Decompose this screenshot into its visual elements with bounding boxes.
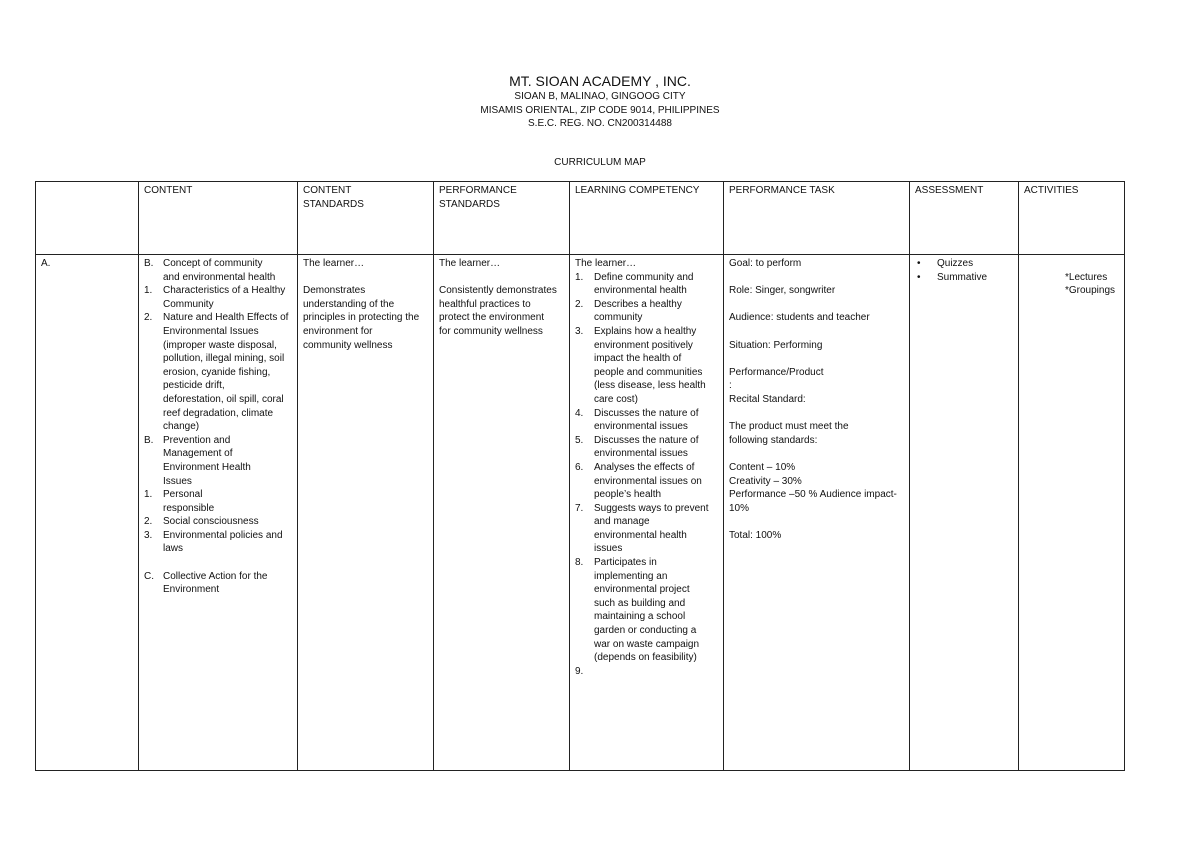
activities-cell: [1019, 255, 1125, 771]
list-item-line: [594, 665, 718, 679]
competency-item: [575, 325, 718, 407]
competency-item: [575, 407, 718, 434]
content-standards-line: community wellness: [303, 339, 393, 351]
competency-item: [575, 461, 718, 502]
list-item-line: responsible: [163, 502, 215, 514]
performance-task-cell: [724, 255, 910, 771]
school-name: MT. SIOAN ACADEMY , INC.: [509, 73, 691, 89]
header-learning-competency: [570, 182, 724, 255]
activity-item: *Lectures: [1065, 271, 1108, 283]
assessment-list: [915, 257, 1013, 284]
list-marker: 2.: [575, 298, 584, 310]
performance-task-line: Creativity – 30%: [729, 475, 802, 487]
content-item: [144, 284, 292, 311]
learning-competency-list: [575, 271, 718, 679]
performance-standards-line: for community wellness: [439, 325, 543, 337]
header-performance-task: [724, 182, 910, 255]
table-row: [36, 255, 1125, 771]
school-address-line-1: SIOAN B, MALINAO, GINGOOG CITY: [514, 91, 686, 102]
header-activities: [1019, 182, 1125, 255]
bullet-icon: •: [917, 258, 921, 269]
content-standards-line: understanding of the: [303, 298, 395, 310]
list-item-line: [163, 556, 292, 570]
list-marker: 3.: [575, 325, 584, 337]
list-item-line: reef degradation, climate: [163, 407, 274, 419]
performance-task-line: [729, 515, 904, 529]
performance-task-line: [729, 325, 904, 339]
performance-task-line: [729, 447, 904, 461]
list-item-line: people and communities: [594, 366, 703, 378]
performance-task-line: Total: 100%: [729, 529, 782, 541]
performance-task-text: [729, 257, 904, 542]
list-marker: C.: [144, 570, 154, 582]
assessment-cell: [910, 255, 1019, 771]
list-item-line: Social consciousness: [163, 516, 259, 528]
performance-task-line: [729, 298, 904, 312]
curriculum-map-title: CURRICULUM MAP: [554, 157, 646, 168]
list-item-line: Environment Health: [163, 461, 251, 473]
list-item-line: care cost): [594, 393, 638, 405]
list-item-line: erosion, cyanide fishing,: [163, 366, 271, 378]
list-item-line: Collective Action for the: [163, 570, 268, 582]
header-performance-standards: [434, 182, 570, 255]
activities-list: [1065, 257, 1119, 298]
list-item-line: Explains how a healthy: [594, 325, 697, 337]
document-header: [0, 72, 1200, 131]
list-marker: 7.: [575, 502, 584, 514]
list-marker: 9.: [575, 665, 584, 677]
list-item-line: environmental issues: [594, 448, 688, 460]
learning-competency-cell: [570, 255, 724, 771]
activity-item: *Groupings: [1065, 285, 1116, 297]
list-marker: 4.: [575, 407, 584, 419]
header-learning-competency-label: LEARNING COMPETENCY: [575, 185, 700, 196]
list-item-line: Community: [163, 298, 214, 310]
header-performance-standards-line-1: PERFORMANCE: [439, 185, 517, 196]
header-activities-label: ACTIVITIES: [1024, 185, 1079, 196]
list-item-line: Environmental Issues: [163, 325, 259, 337]
competency-item: [575, 665, 718, 679]
list-marker: B.: [144, 258, 154, 269]
assessment-item-label: Summative: [937, 271, 988, 283]
list-item-line: people’s health: [594, 489, 662, 501]
performance-task-line: Content – 10%: [729, 461, 796, 473]
list-item-line: garden or conducting a: [594, 625, 697, 637]
content-standards-line: principles in protecting the: [303, 312, 420, 324]
list-marker: 3.: [144, 529, 153, 541]
list-item-line: Participates in: [594, 557, 657, 569]
performance-task-line: Performance –50 % Audience impact-: [729, 489, 897, 501]
list-item-line: maintaining a school: [594, 611, 686, 623]
content-standards-cell: [298, 255, 434, 771]
list-marker: 2.: [144, 516, 153, 528]
performance-task-line: Goal: to perform: [729, 258, 802, 269]
performance-task-line: The product must meet the: [729, 421, 849, 433]
content-item: [144, 556, 292, 570]
list-item-line: environmental health: [594, 285, 687, 297]
list-item-line: such as building and: [594, 597, 686, 609]
list-item-line: environmental health: [594, 529, 687, 541]
row-label-cell: [36, 255, 139, 771]
header-performance-standards-line-2: STANDARDS: [439, 198, 500, 210]
performance-task-line: Performance/Product: [729, 366, 824, 378]
list-item-line: issues: [594, 543, 623, 555]
performance-standards-line: Consistently demonstrates: [439, 285, 557, 297]
list-item-line: Environment: [163, 584, 220, 596]
list-item-line: laws: [163, 543, 184, 555]
performance-task-line: Audience: students and teacher: [729, 312, 870, 324]
performance-task-line: following standards:: [729, 434, 818, 446]
list-marker: 1.: [144, 489, 153, 501]
list-item-line: Suggests ways to prevent: [594, 502, 709, 514]
content-list: [144, 257, 292, 597]
content-cell: [139, 255, 298, 771]
list-item-line: community: [594, 312, 643, 324]
header-content-standards: [298, 182, 434, 255]
content-item: [144, 529, 292, 556]
competency-item: [575, 271, 718, 298]
competency-item: [575, 434, 718, 461]
header-content-label: CONTENT: [144, 185, 193, 196]
assessment-item: [915, 271, 1013, 285]
list-item-line: environmental issues on: [594, 475, 702, 487]
performance-standards-intro: The learner…: [439, 258, 501, 269]
performance-task-line: Situation: Performing: [729, 339, 823, 351]
list-item-line: environmental issues: [594, 421, 688, 433]
list-marker: 1.: [144, 285, 153, 297]
header-content-standards-line-1: CONTENT: [303, 185, 352, 196]
header-performance-task-label: PERFORMANCE TASK: [729, 185, 835, 196]
list-item-line: pesticide drift,: [163, 380, 225, 392]
performance-standards-text: [439, 284, 564, 338]
performance-standards-cell: [434, 255, 570, 771]
list-item-line: Management of: [163, 448, 233, 460]
list-item-line: Analyses the effects of: [594, 461, 695, 473]
list-item-line: implementing an: [594, 570, 668, 582]
performance-standards-line: healthful practices to: [439, 298, 531, 310]
list-item-line: pollution, illegal mining, soil: [163, 353, 285, 365]
content-item: [144, 257, 292, 284]
content-item: [144, 311, 292, 433]
header-content-standards-line-2: STANDARDS: [303, 198, 364, 210]
performance-task-line: :: [729, 380, 732, 392]
list-item-line: environment positively: [594, 339, 693, 351]
list-item-line: Discusses the nature of: [594, 434, 699, 446]
header-assessment: [910, 182, 1019, 255]
competency-item: [575, 502, 718, 556]
header-content: [139, 182, 298, 255]
learning-competency-intro: The learner…: [575, 258, 637, 269]
list-item-line: Prevention and: [163, 434, 231, 446]
row-label: A.: [41, 258, 51, 269]
list-item-line: Concept of community: [163, 258, 263, 269]
content-item: [144, 488, 292, 515]
list-item-line: environmental project: [594, 584, 690, 596]
content-item: [144, 570, 292, 597]
list-item-line: (less disease, less health: [594, 380, 706, 392]
list-item-line: impact the health of: [594, 353, 682, 365]
competency-item: [575, 556, 718, 665]
content-standards-intro: The learner…: [303, 258, 365, 269]
content-standards-line: environment for: [303, 325, 373, 337]
curriculum-map-table: [35, 181, 1125, 771]
performance-task-line: [729, 271, 904, 285]
list-item-line: Issues: [163, 475, 192, 487]
list-item-line: Characteristics of a Healthy: [163, 285, 286, 297]
list-marker: B.: [144, 434, 154, 446]
performance-task-line: 10%: [729, 502, 750, 514]
header-assessment-label: ASSESSMENT: [915, 185, 984, 196]
list-marker: 5.: [575, 434, 584, 446]
list-item-line: Discusses the nature of: [594, 407, 699, 419]
content-standards-text: [303, 284, 428, 352]
list-item-line: deforestation, oil spill, coral: [163, 393, 284, 405]
competency-item: [575, 298, 718, 325]
list-item-line: Define community and: [594, 271, 694, 283]
performance-task-line: [729, 407, 904, 421]
assessment-item: [915, 257, 1013, 271]
activity-item: [1065, 257, 1119, 271]
performance-task-line: [729, 352, 904, 366]
assessment-item-label: Quizzes: [937, 258, 974, 269]
list-item-line: and manage: [594, 516, 650, 528]
list-item-line: Describes a healthy: [594, 298, 682, 310]
list-item-line: (improper waste disposal,: [163, 339, 277, 351]
list-marker: 1.: [575, 271, 584, 283]
school-address-line-2: MISAMIS ORIENTAL, ZIP CODE 9014, PHILIPPINES: [480, 104, 720, 116]
list-item-line: and environmental health: [163, 271, 276, 283]
list-marker: 8.: [575, 557, 584, 569]
header-cell-blank: [36, 182, 139, 255]
content-item: [144, 515, 292, 529]
list-item-line: war on waste campaign: [594, 638, 700, 650]
list-item-line: Environmental policies and: [163, 529, 283, 541]
list-marker: 2.: [144, 312, 153, 324]
list-item-line: Personal: [163, 489, 203, 501]
bullet-icon: •: [917, 271, 921, 283]
performance-task-line: Role: Singer, songwriter: [729, 285, 836, 297]
content-item: [144, 434, 292, 488]
list-item-line: Nature and Health Effects of: [163, 312, 289, 324]
list-item-line: change): [163, 421, 200, 433]
performance-standards-line: protect the environment: [439, 312, 545, 324]
performance-task-line: Recital Standard:: [729, 393, 806, 405]
list-item-line: (depends on feasibility): [594, 652, 697, 664]
table-header-row: [36, 182, 1125, 255]
content-standards-line: Demonstrates: [303, 285, 366, 297]
list-marker: 6.: [575, 461, 584, 473]
sec-registration-number: S.E.C. REG. NO. CN200314488: [528, 118, 672, 129]
